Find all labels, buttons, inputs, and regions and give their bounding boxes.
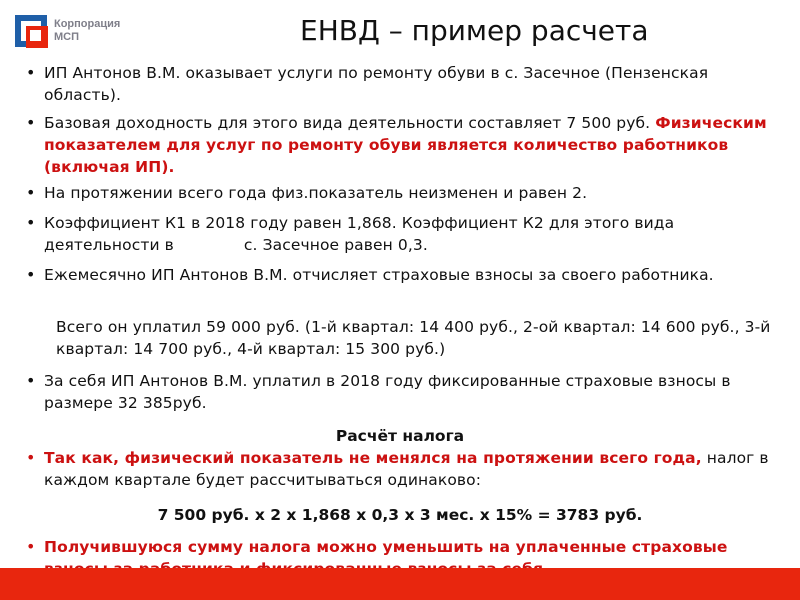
bullet-marker: • [26,113,36,132]
logo-line2: МСП [54,31,80,43]
bullet-entrepreneur: ИП Антонов В.М. оказывает услуги по ремонту обуви в с. Засечное (Пензенская область). [44,64,709,104]
bullet-marker: • [26,265,36,284]
coefficients-text-part2: с. Засечное равен 0,3. [243,236,428,254]
tax-formula: 7 500 руб. х 2 х 1,868 х 0,3 х 3 мес. х 15% = 3783 руб. [157,506,643,524]
tax-reduction-note: Получившуюся сумму налога можно уменьшить на уплаченные страховые [44,538,728,556]
calc-heading: Расчёт налога [335,427,465,445]
logo-text [54,18,120,44]
bullet-calc-explanation [44,447,784,491]
bullet-monthly-contributions: Ежемесячно ИП Антонов В.М. отчисляет страховые взносы за своего работника. [44,266,714,284]
calc-red-text: Так как, физический показатель не менялся на протяжении всего года, [44,449,702,467]
physical-indicator-note: Физическим показателем для услуг по ремонту обуви является количество работников (включая ИП). [44,114,767,176]
logo-line1: Корпорация [54,18,121,30]
bullet-physical-indicator: На протяжении всего года физ.показатель неизменен и равен 2. [44,184,588,202]
coefficients-text-part1: Коэффициент К1 в 2018 году равен 1,868. Коэффициент К2 для этого вида деятельности в [44,214,675,254]
corporation-logo [14,14,144,48]
bullet-marker: • [26,183,36,202]
contributions-total: Всего он уплатил 59 000 руб. (1-й квартал: 14 400 руб., 2-ой квартал: 14 600 руб., 3-й квартал: 14 700 руб., 4-й квартал: 15 300 руб.) [56,318,771,358]
bullet-marker: • [26,63,36,82]
base-income-text: Базовая доходность для этого вида деятельности составляет 7 500 руб. [44,114,651,132]
footer-bar [0,568,800,600]
slide-title: ЕНВД – пример расчета [300,14,649,47]
bullet-marker: • [26,371,36,390]
bullet-coefficients [44,212,784,256]
logo-mark-icon [14,14,48,48]
bullet-marker: • [26,213,36,232]
bullet-base-income [44,112,784,178]
bullet-fixed-contributions: За себя ИП Антонов В.М. уплатил в 2018 году фиксированные страховые взносы в размере 32 385руб. [44,372,731,412]
calc-plain-text: налог в каждом квартале будет рассчитываться одинаково: [44,449,769,489]
bullet-marker: • [26,448,36,467]
bullet-marker: • [26,537,36,556]
